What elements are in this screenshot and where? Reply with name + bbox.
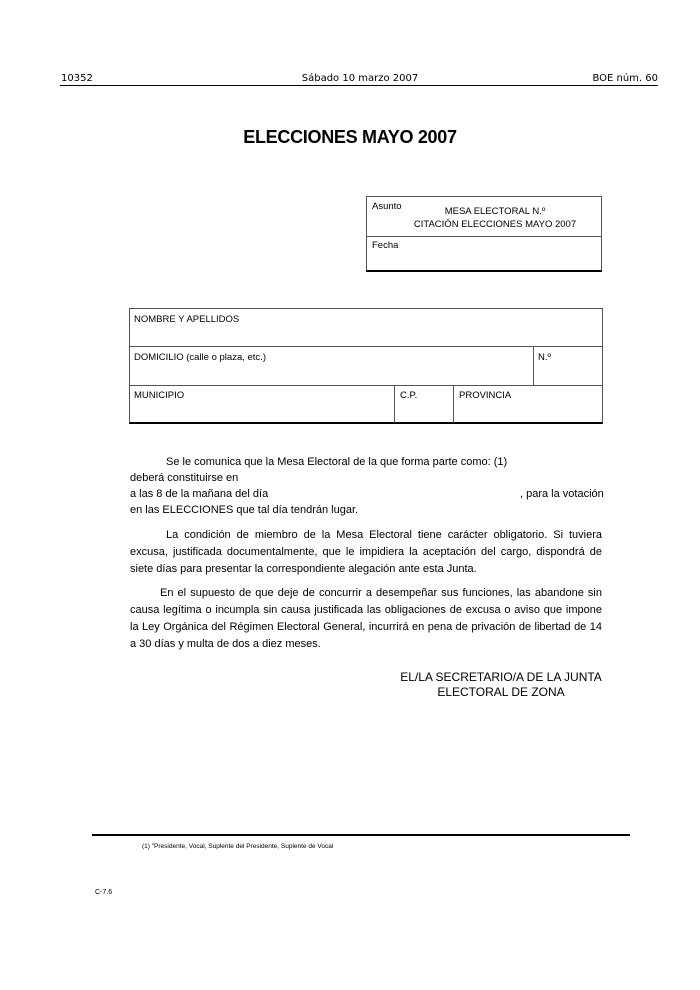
- paragraph-1-line3-left: a las 8 de la mañana del día: [130, 488, 269, 500]
- form-code: C-7.6: [95, 889, 113, 896]
- paragraph-1-line2: deberá constituirse en: [130, 472, 239, 484]
- column-divider: [533, 346, 534, 385]
- paragraph-3: En el supuesto de que deje de concurrir a desempeñar sus funciones, las abandone sin causa legítima o incumpla sin causa justificada las obligaciones de excusa o aviso que impone la Ley Orgánica del Régimen Electoral General, incurrirá en pena de privación de libertad de 14 a 30 días y multa de dos a diez meses.: [130, 587, 602, 650]
- asunto-row: [367, 197, 601, 237]
- paragraph-2: La condición de miembro de la Mesa Electoral tiene carácter obligatorio. Si tuviera excusa, justificada documentalmente, que le impidiera la aceptación del cargo, dispondrá de siete días para presentar la correspondiente alegación ante esta Junta.: [130, 529, 602, 575]
- page-number: 10352: [61, 73, 93, 84]
- nombre-label: NOMBRE Y APELLIDOS: [134, 314, 240, 325]
- column-divider: [453, 385, 454, 423]
- numero-label: N.º: [538, 352, 551, 363]
- header-date: Sábado 10 marzo 2007: [301, 73, 419, 84]
- footnote: (1) "Presidente, Vocal, Suplente del Presidente, Suplente de Vocal: [142, 843, 334, 850]
- asunto-line2: CITACIÓN ELECCIONES MAYO 2007: [413, 219, 577, 230]
- gazette-issue: BOE núm. 60: [592, 73, 658, 84]
- document-title: ELECCIONES MAYO 2007: [243, 127, 457, 147]
- asunto-line1: MESA ELECTORAL N.º: [444, 206, 546, 217]
- paragraph-1-line4: en las ELECCIONES que tal día tendrán lugar.: [130, 504, 359, 516]
- subject-box: [366, 196, 602, 272]
- domicilio-label: DOMICILIO (calle o plaza, etc.): [134, 352, 266, 363]
- fecha-label: Fecha: [372, 240, 399, 251]
- column-divider: [394, 385, 395, 423]
- row-divider: [130, 346, 602, 347]
- paragraph-1-line3-right: , para la votación: [520, 488, 604, 500]
- municipio-label: MUNICIPIO: [134, 390, 185, 401]
- row-divider: [130, 385, 602, 386]
- cp-label: C.P.: [400, 390, 418, 401]
- footnote-rule: [92, 834, 630, 836]
- asunto-label: Asunto: [372, 201, 402, 212]
- provincia-label: PROVINCIA: [459, 390, 512, 401]
- paragraph-1-line1: Se le comunica que la Mesa Electoral de la que forma parte como: (1): [166, 456, 508, 468]
- signature-line1: EL/LA SECRETARIO/A DE LA JUNTA: [400, 670, 602, 684]
- header-rule: [60, 85, 658, 86]
- signature-line2: ELECTORAL DE ZONA: [437, 685, 565, 699]
- personal-data-box: [129, 308, 603, 424]
